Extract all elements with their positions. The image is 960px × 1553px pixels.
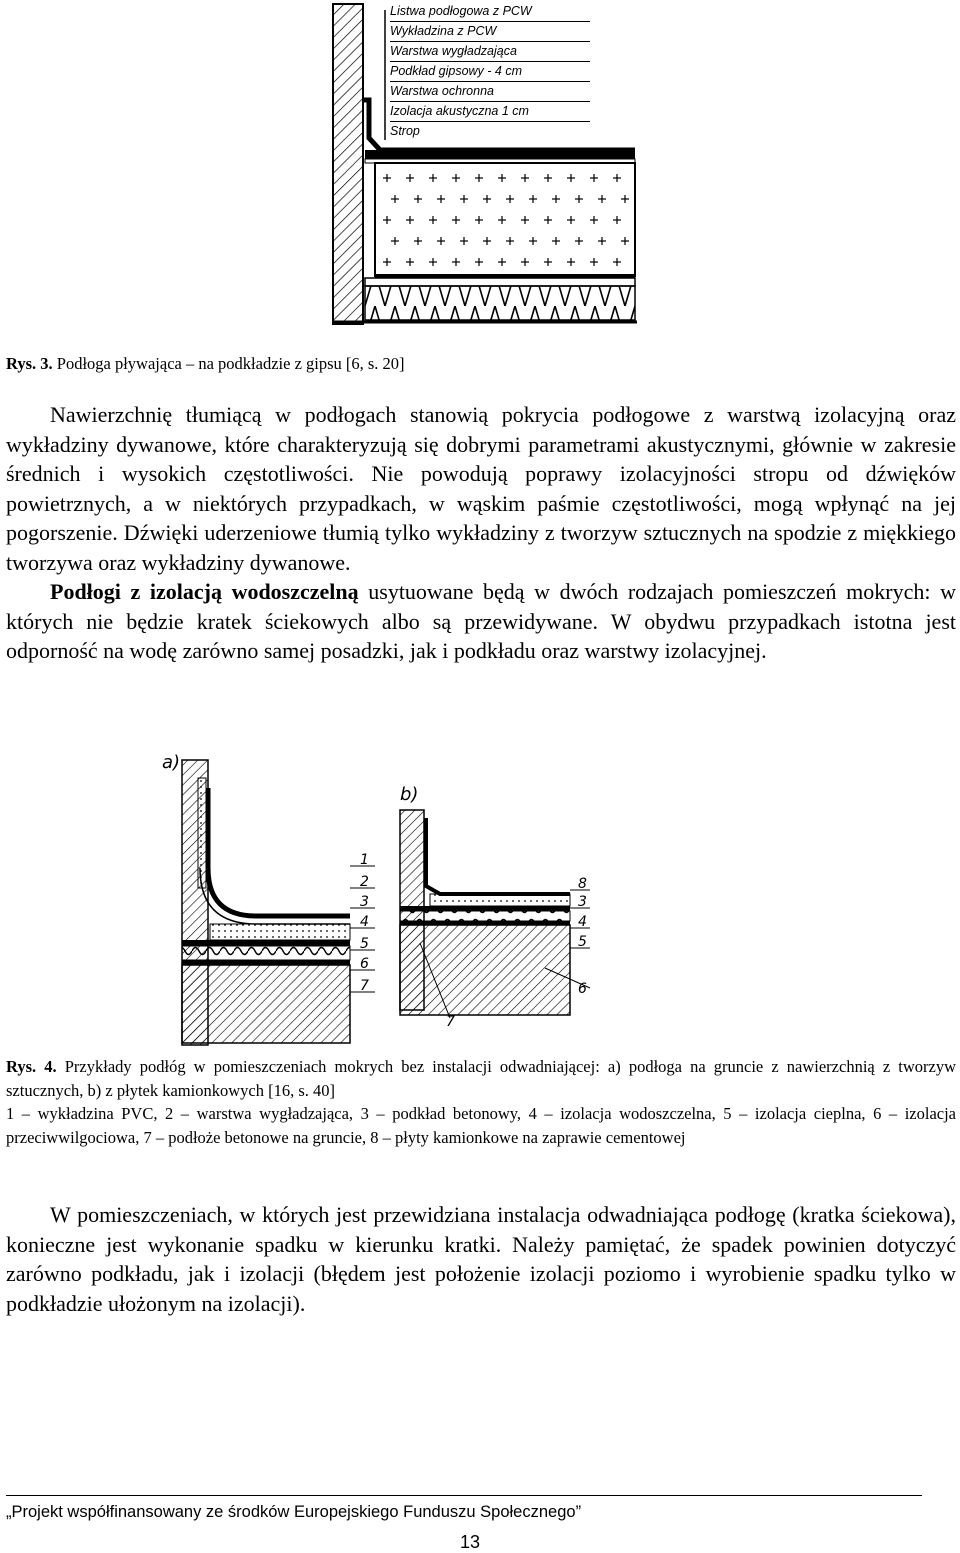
- figure-2-legend: 1 – wykładzina PVC, 2 – warstwa wygładzająca, 3 – podkład betonowy, 4 – izolacja wodoszczelna, 5 – izolacja cieplna, 6 – izolacja przeciwwilgociowa, 7 – podłoże betonowe na gruncie, 8 – płyty kamionkowe na zaprawie cementowej: [6, 1104, 956, 1147]
- callout-b-4: 4: [578, 914, 587, 930]
- footer-rule: [6, 1495, 922, 1496]
- paragraph-2-text: W pomieszczeniach, w których jest przewidziana instalacja odwadniająca podłogę (kratka ściekowa), konieczne jest wykonanie spadku w kierunku kratki. Należy pamiętać, że spadek powinien dotyczyć zarówno podkładu, jak i izolacji (błędem jest położenie izolacji poziomo i wyrobienie spadku tylko w podkładzie ułożonym na izolacji).: [6, 1202, 956, 1316]
- callout-a-2: 2: [360, 874, 369, 890]
- label-strop: Strop: [390, 124, 420, 138]
- label-podklad-gipsowy: Podkład gipsowy - 4 cm: [390, 62, 590, 82]
- paragraph-1: [6, 400, 956, 666]
- callout-a-3: 3: [360, 894, 369, 910]
- paragraph-1-second-text: usytuowane będą w dwóch rodzajach pomieszczeń mokrych: w których nie będzie kratek ściekowych albo są przewidywane. W obydwu przypadkach istotna jest odporność na wodę zarówno samej posadzki, jak i podkładu oraz warstwy izolacyjnej.: [6, 579, 956, 663]
- callout-b-8: 8: [578, 876, 587, 892]
- label-izolacja-akustyczna: Izolacja akustyczna 1 cm: [390, 102, 590, 122]
- callout-a-4: 4: [360, 914, 369, 930]
- label-warstwa-ochronna: Warstwa ochronna: [390, 82, 590, 102]
- figure-1: [325, 0, 645, 330]
- figure-2-caption: [6, 1055, 956, 1149]
- paragraph-1-first: Nawierzchnię tłumiącą w podłogach stanowią pokrycia podłogowe z warstwą izolacyjną oraz wykładziny dywanowe, które charakteryzują się dobrymi parametrami akustycznymi, głównie w zakresie średnich i wysokich częstotliwości. Nie powodują poprawy izolacyjności stropu od dźwięków powietrznych, a w niektórych przypadkach, w wąskim paśmie częstotliwości, mogą wpłynąć na jej pogorszenie. Dźwięki uderzeniowe tłumią tylko wykładziny z tworzyw sztucznych na spodzie z miękkiego tworzywa oraz wykładziny dywanowe.: [6, 402, 956, 575]
- callout-a-6: 6: [360, 956, 369, 972]
- figure-1-caption-text: Podłoga pływająca – na podkładzie z gipsu [6, s. 20]: [56, 354, 405, 373]
- paragraph-1-second: [6, 577, 956, 666]
- figure-2-label-a: a): [162, 752, 181, 773]
- figure-2-label-b: b): [400, 784, 419, 805]
- figure-2-caption-label: Rys. 4.: [6, 1057, 57, 1076]
- callout-b-7: 7: [446, 1014, 455, 1030]
- figure-2-caption-text: Przykłady podłóg w pomieszczeniach mokrych bez instalacji odwadniającej: a) podłoga na gruncie z nawierzchnią z tworzyw sztucznych, b) z płytek kamionkowych [16, s. 40]: [6, 1057, 956, 1100]
- figure-1-caption: [6, 352, 946, 376]
- callout-b-5: 5: [578, 934, 587, 950]
- figure-1-caption-label: Rys. 3.: [6, 354, 53, 373]
- callout-a-5: 5: [360, 936, 369, 952]
- label-wykladzina: Wykładzina z PCW: [390, 22, 590, 42]
- callout-a-1: 1: [360, 852, 369, 868]
- wet-room-floor-drawing: [150, 748, 610, 1048]
- paragraph-2: [6, 1200, 956, 1318]
- figure-2-caption-main: [6, 1055, 956, 1102]
- figure-1-labels: [390, 2, 590, 141]
- callout-b-3: 3: [578, 894, 587, 910]
- figure-2: [150, 748, 610, 1048]
- callout-a-7: 7: [360, 978, 369, 994]
- footer-text: „Projekt współfinansowany ze środków Europejskiego Funduszu Społecznego”: [6, 1503, 582, 1521]
- page-number: 13: [460, 1532, 481, 1552]
- callout-b-6: 6: [578, 981, 587, 997]
- label-listwa: Listwa podłogowa z PCW: [390, 2, 590, 22]
- paragraph-1-bold-term: Podłogi z izolacją wodoszczelną: [50, 579, 359, 604]
- label-warstwa-wygladzajaca: Warstwa wygładzająca: [390, 42, 590, 62]
